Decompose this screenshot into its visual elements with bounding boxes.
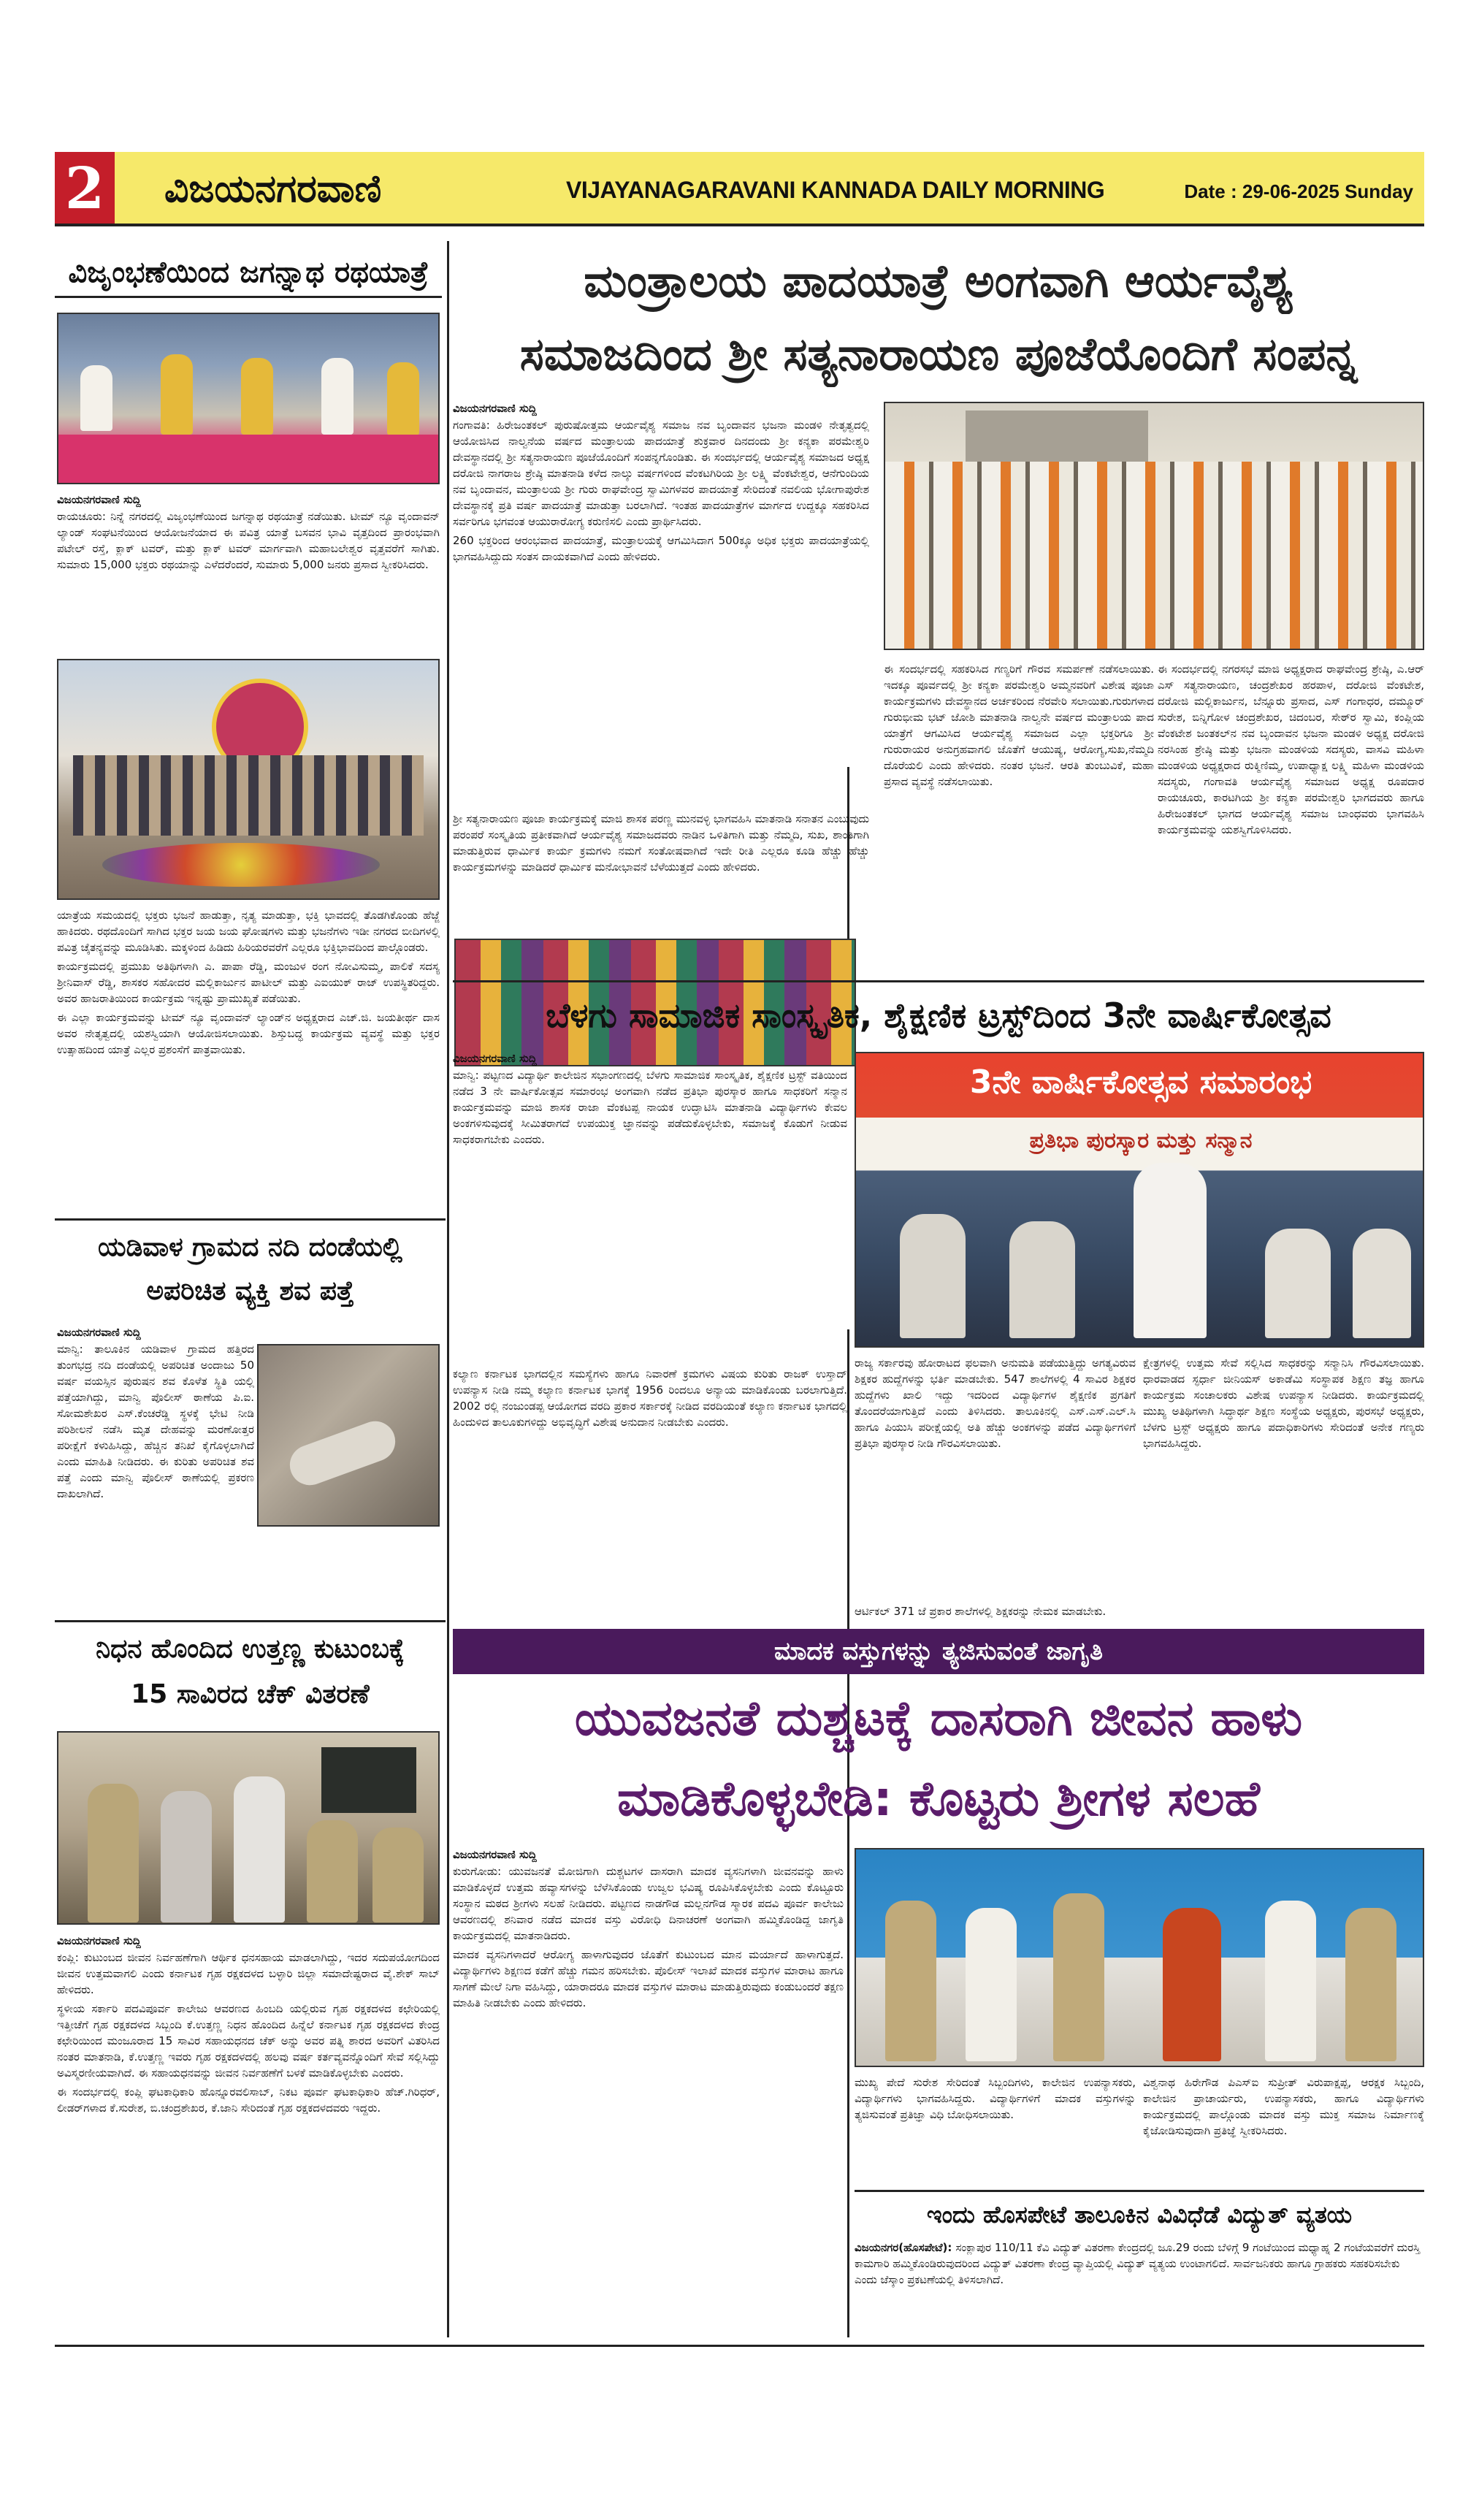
drugs-text-2 xyxy=(855,2074,1136,2184)
power-top-rule xyxy=(855,2190,1424,2192)
yadiwala-headline-2: ಅಪರಿಚಿತ ವ್ಯಕ್ತಿ ಶವ ಪತ್ತೆ xyxy=(146,1276,354,1306)
rathayatre-body-2: ಯಾತ್ರೆಯ ಸಮಯದಲ್ಲಿ ಭಕ್ತರು ಭಜನೆ ಹಾಡುತ್ತಾ, ನೃತ್ಯ ಮಾಡುತ್ತಾ, ಭಕ್ತಿ ಭಾವದಲ್ಲಿ ತೊಡಗಿಕೊಂಡು ಹೆಜ್ಜೆ ಹಾಕಿದರು. ರಥದೊಂದಿಗೆ ಸಾಗಿದ ಭಕ್ತರ ಜಯ ಜಯ ಘೋಷಗಳು ಮತ್ತು ಭಜನೆಗಳು ಇಡೀ ನಗರದ ಬೀದಿಗಳಲ್ಲಿ ಪವಿತ್ರ ಚೈತನ್ಯವನ್ನು ಮೂಡಿಸಿತು. ಮಕ್ಕಳಿಂದ ಹಿಡಿದು ಹಿರಿಯರವರೆಗೆ ಎಲ್ಲರೂ ಭಕ್ತಿಭಾವದಿಂದ ಪಾಲ್ಗೊಂಡರು. xyxy=(57,909,440,954)
yadiwala-body: ಮಾನ್ವಿ: ತಾಲೂಕಿನ ಯಡಿವಾಳ ಗ್ರಾಮದ ಹತ್ತಿರದ ತುಂಗಭದ್ರ ನದಿ ದಂಡೆಯಲ್ಲಿ ಅಪರಿಚಿತ ಅಂದಾಜು 50 ವರ್ಷ ವಯಸ್ಸಿನ ಪುರುಷನ ಶವ ಕೊಳೆತ ಸ್ಥಿತಿ ಯಲ್ಲಿ ಪತ್ತೆಯಾಗಿದ್ದು, ಮಾನ್ವಿ ಪೊಲೀಸ್ ಠಾಣೆಯ ಪಿ.ಐ. ಸೋಮಶೇಖರ ಎಸ್.ಕೆಂಚರೆಡ್ಡಿ ಸ್ಥಳಕ್ಕೆ ಭೇಟಿ ನೀಡಿ ಪರಿಶೀಲನೆ ನಡೆಸಿ ಮೃತ ದೇಹವನ್ನು ಮರಣೋತ್ತರ ಪರೀಕ್ಷೆಗೆ ಕಳುಹಿಸಿದ್ದು, ಹೆಚ್ಚಿನ ತನಿಖೆ ಕೈಗೊಳ್ಳಲಾಗಿದೆ ಎಂದು ಮಾಹಿತಿ ನೀಡಿದರು. ಈ ಕುರಿತು ಅಪರಿಚಿತ ಶವ ಪತ್ತೆ ಎಂದು ಮಾನ್ವಿ ಪೊಲೀಸ್ ಠಾಣೆಯಲ್ಲಿ ಪ್ರಕರಣ ದಾಖಲಾಗಿದೆ. xyxy=(57,1343,254,1500)
power-headline: ಇಂದು ಹೊಸಪೇಟೆ ತಾಲೂಕಿನ ವಿವಿಧೆಡೆ ವಿದ್ಯುತ್ ವ್ಯತಯ xyxy=(926,2201,1353,2229)
belagu-top-rule xyxy=(453,980,1424,982)
yadiwala-headline-1: ಯಡಿವಾಳ ಗ್ರಾಮದ ನದಿ ದಂಡೆಯಲ್ಲಿ xyxy=(98,1232,402,1262)
mantralaya-headline-2: ಸಮಾಜದಿಂದ ಶ್ರೀ ಸತ್ಯನಾರಾಯಣ ಪೂಜೆಯೊಂದಿಗೆ ಸಂಪನ್ನ xyxy=(519,327,1358,381)
rathayatre-headline: ವಿಜೃಂಭಣೆಯಿಂದ ಜಗನ್ನಾಥ ರಥಯಾತ್ರೆ xyxy=(55,247,442,298)
belagu-text-1 xyxy=(453,1052,847,1359)
belagu-body-2: ಕಲ್ಯಾಣ ಕರ್ನಾಟಕ ಭಾಗದಲ್ಲಿನ ಸಮಸ್ಯೆಗಳು ಹಾಗೂ ನಿವಾರಣೆ ಕ್ರಮಗಳು ವಿಷಯ ಕುರಿತು ರಾಜಕ್ ಉಸ್ತಾದ್ ಉಪನ್ಯಾಸ ನೀಡಿ ನಮ್ಮ ಕಲ್ಯಾಣ ಕರ್ನಾಟಕ ಭಾಗಕ್ಕೆ 1956 ರಿಂದಲೂ ಅನ್ಯಾಯ ಮಾಡಿಕೊಂಡು ಬರಲಾಗುತ್ತಿದೆ. 2002 ರಲ್ಲಿ ನಂಜುಂಡಪ್ಪ ಆಯೋಗದ ವರದಿ ಪ್ರಕಾರ ಸರ್ಕಾರಕ್ಕೆ ನೀಡಿದ ವರದಿಯಂತೆ ಕಲ್ಯಾಣ ಕರ್ನಾಟಕ ಭಾಗದಲ್ಲಿ ಹಿಂದುಳಿದ ತಾಲೂಕುಗಳಿದ್ದು ಅಭಿವೃದ್ಧಿಗೆ ವಿಶೇಷ ಅನುದಾನ ನೀಡಬೇಕು ಎಂದರು. xyxy=(453,1367,847,1429)
drugs-headline-1: ಯುವಜನತೆ ದುಶ್ಚಟಕ್ಕೆ ದಾಸರಾಗಿ ಜೀವನ ಹಾಳು xyxy=(574,1690,1303,1746)
rathayatre-body-4: ಈ ಎಲ್ಲಾ ಕಾರ್ಯಕ್ರಮವನ್ನು ಟೀಮ್ ನ್ಯೂ ವೃಂದಾವನ್ ಲ್ಯಾಂಡ್‌ನ ಅಧ್ಯಕ್ಷರಾದ ಎಚ್.ಜಿ. ಜಯತೀರ್ಥ ದಾಸ ಅವರ ನೇತೃತ್ವದಲ್ಲಿ ಯಶಸ್ವಿಯಾಗಿ ಆಯೋಜಿಸಲಾಯಿತು. ಶಿಸ್ತುಬದ್ಧ ಕಾರ್ಯಕ್ರಮ ವ್ಯವಸ್ಥೆ ಮತ್ತು ಭಕ್ತರ ಉತ್ಸಾಹದಿಂದ ಯಾತ್ರೆ ಎಲ್ಲರ ಪ್ರಶಂಸೆಗೆ ಪಾತ್ರವಾಯಿತು. xyxy=(57,1011,440,1056)
bottom-rule xyxy=(55,2345,1424,2347)
drugs-text-1 xyxy=(453,1848,844,2337)
belagu-body-1: ಮಾನ್ವಿ: ಪಟ್ಟಣದ ವಿದ್ಯಾರ್ಥಿ ಕಾಲೇಜಿನ ಸಭಾಂಗಣದಲ್ಲಿ ಬೆಳಗು ಸಾಮಾಜಿಕ ಸಾಂಸ್ಕೃತಿಕ, ಶೈಕ್ಷಣಿಕ ಟ್ರಸ್ಟ್ ವತಿಯಿಂದ ನಡೆದ 3 ನೇ ವಾರ್ಷಿಕೋತ್ಸವ ಸಮಾರಂಭ ಅಂಗವಾಗಿ ನಡೆದ ಪ್ರತಿಭಾ ಪುರಸ್ಕಾರ ಹಾಗೂ ಸಾಧಕರಿಗೆ ಸನ್ಮಾನ ಕಾರ್ಯಕ್ರಮವನ್ನು ಮಾಜಿ ಶಾಸಕ ರಾಜಾ ವೆಂಕಟಪ್ಪ ನಾಯಕ ಉದ್ಘಾಟಿಸಿ ಮಾತನಾಡಿ ವಿದ್ಯಾರ್ಥಿಗಳು ಕೇವಲ ಅಂಕಗಳಿಸುವುದಕ್ಕೆ ಸೀಮಿತರಾಗದೆ ಉಪಯುಕ್ತ ಜ್ಞಾನವನ್ನು ಪಡೆದುಕೊಳ್ಳಬೇಕು, ಸಮಾಜಕ್ಕೆ ಕೊಡುಗೆ ನೀಡುವ ಸಾಧಕರಾಗಬೇಕು ಎಂದರು. xyxy=(453,1069,847,1146)
drugs-kicker-band xyxy=(453,1629,1424,1674)
drugs-event-photo xyxy=(855,1848,1424,2067)
nidhana-text xyxy=(57,1934,440,2343)
belagu-text-3 xyxy=(855,1355,1136,1596)
drugs-kicker: ಮಾದಕ ವಸ್ತುಗಳನ್ನು ತ್ಯಜಿಸುವಂತೆ ಜಾಗೃತಿ xyxy=(774,1637,1103,1666)
nidhana-byline: ವಿಜಯನಗರವಾಣಿ ಸುದ್ದಿ xyxy=(57,1934,141,1947)
mantralaya-byline: ವಿಜಯನಗರವಾಣಿ ಸುದ್ದಿ xyxy=(453,402,537,415)
banner-title: 3ನೇ ವಾರ್ಷಿಕೋತ್ಸವ ಸಮಾರಂಭ xyxy=(969,1064,1312,1101)
power-text xyxy=(855,2240,1424,2340)
rathayatre-body-3: ಕಾರ್ಯಕ್ರಮದಲ್ಲಿ ಪ್ರಮುಖ ಅತಿಥಿಗಳಾಗಿ ಎ. ಪಾಪಾ ರೆಡ್ಡಿ, ಮಂಜುಳ ರಂಗ ನೋವಿಸುಮ್ಮ, ಪಾಲಿಕೆ ಸದಸ್ಯ ಶ್ರೀನಿವಾಸ್ ರೆಡ್ಡಿ, ಶಾಸಕರ ಸಹೋದರ ಮಲ್ಲಿಕಾರ್ಜುನ ಪಾಟೀಲ್ ಮತ್ತು ಎಐಯುಕ್ ರಾಜ್ ಉಪಸ್ಥಿತರಿದ್ದರು. ಅವರ ಹಾಜರಾತಿಯಿಂದ ಕಾರ್ಯಕ್ರಮ ಇನ್ನಷ್ಟು ಪ್ರಾಮುಖ್ಯತೆ ಪಡೆಯಿತು. xyxy=(57,960,440,1005)
nidhana-body-1: ಕಂಪ್ಲಿ: ಕುಟುಂಬದ ಜೀವನ ನಿರ್ವಹಣೆಗಾಗಿ ಆರ್ಥಿಕ ಧನಸಹಾಯ ಮಾಡಲಾಗಿದ್ದು, ಇದರ ಸದುಪಯೋಗದಿಂದ ಜೀವನ ಉತ್ತಮವಾಗಲಿ ಎಂದು ಕರ್ನಾಟಕ ಗೃಹ ರಕ್ಷಕದಳದ ಬಳ್ಳಾರಿ ಜಿಲ್ಲಾ ಸಮಾದೇಷ್ಟರಾದ ವೈ.ಶೇಕ್ ಸಾಬ್ ಹೇಳಿದರು. xyxy=(57,1951,440,1996)
drugs-body-1: ಕುರುಗೋಡು: ಯುವಜನತೆ ಮೋಜಿಗಾಗಿ ದುಶ್ಚಟಗಳ ದಾಸರಾಗಿ ಮಾದಕ ವ್ಯಸನಿಗಳಾಗಿ ಜೀವನವನ್ನು ಹಾಳು ಮಾಡಿಕೊಳ್ಳದೆ ಉತ್ತಮ ಹವ್ಯಾಸಗಳನ್ನು ಬೆಳೆಸಿಕೊಂಡು ಉಜ್ವಲ ಭವಿಷ್ಯ ರೂಪಿಸಿಕೊಳ್ಳಬೇಕು ಎಂದು ಕೊಟ್ಟೂರು ಸಂಸ್ಥಾನ ಮಠದ ಶ್ರೀಗಳು ಸಲಹೆ ನೀಡಿದರು. ಪಟ್ಟಣದ ನಾಡಗೌಡ ಮಲ್ಲನಗೌಡ ಸ್ಮಾರಕ ಪದವಿ ಪೂರ್ವ ಕಾಲೇಜು ಆವರಣದಲ್ಲಿ ಶನಿವಾರ ನಡೆದ ಮಾದಕ ವಸ್ತು ವಿರೋಧಿ ದಿನಾಚರಣೆ ಅಂಗವಾಗಿ ಹಮ್ಮಿಕೊಂಡಿದ್ದ ಜಾಗೃತಿ ಕಾರ್ಯಕ್ರಮದಲ್ಲಿ ಮಾತನಾಡಿದರು. xyxy=(453,1865,844,1942)
drugs-headline-2: ಮಾಡಿಕೊಳ್ಳಬೇಡಿ: ಕೊಟ್ಟರು ಶ್ರೀಗಳ ಸಲಹೆ xyxy=(617,1771,1260,1827)
belagu-body-4: ಆರ್ಟಿಕಲ್ 371 ಜೆ ಪ್ರಕಾರ ಶಾಲೆಗಳಲ್ಲಿ ಶಿಕ್ಷಕರನ್ನು ನೇಮಕ ಮಾಡಬೇಕು. xyxy=(855,1605,1107,1618)
mantralaya-body-5: ಈ ಸಂದರ್ಭದಲ್ಲಿ ನಗರಸಭೆ ಮಾಜಿ ಅಧ್ಯಕ್ಷರಾದ ರಾಘವೇಂದ್ರ ಶ್ರೇಷ್ಠಿ, ಎ.ಆರ್ ಎಸ್ ಸತ್ಯನಾರಾಯಣ, ಚಂದ್ರಶೇಖರ ಹರಪಾಳ, ದರೋಜಿ ವೆಂಕಟೇಶ, ದರೋಜಿ ಮಲ್ಲಿಕಾರ್ಜುನ, ಬೆನ್ನೂರು ಪ್ರಸಾದ, ಎಸ್ ಗಂಗಾಧರ, ದಮ್ಮೂರ್ ಸುರೇಶ, ಬಿನ್ನಿಗೋಳ ಚಂದ್ರಶೇಖರ, ಚಿದಂಬರ, ಸೇಠ್‌ರ ಸ್ವಾಮಿ, ಕಂಪ್ಲಿಯ ವೆಂಕಟೇಶ ಜಂತಕಲ್‌ನ ನವ ಬೃಂದಾವನ ಭಜನಾ ಮಂಡಳಿ ಅಧ್ಯಕ್ಷ ದರೋಜಿ ನರಸಿಂಹ ಶ್ರೇಷ್ಠಿ ಮತ್ತು ಭಜನಾ ಮಂಡಳಿಯ ಸದಸ್ಯರು, ವಾಸವಿ ಮಹಿಳಾ ಮಂಡಳಿಯ ಅಧ್ಯಕ್ಷರಾದ ರುಕ್ಮಿಣಿಮ್ಮ, ಉಪಾಧ್ಯಾಕ್ಷ ಲಕ್ಷ್ಮಿ ಮಹಿಳಾ ಮಂಡಳಿಯ ಸದಸ್ಯರು, ಗಂಗಾವತಿ ಆರ್ಯವೈಶ್ಯ ಸಮಾಜದ ಅಧ್ಯಕ್ಷ ರೂಪದಾರ ರಾಯಚೂರು, ಕಾರಟಗಿಯ ಶ್ರೀ ಕನ್ಯಕಾ ಪರಮೇಶ್ವರಿ ಭಾಗದವರು ಹಾಗೂ ಹಿರೇಜಂತಕಲ್ ಭಾಗದ ಆರ್ಯವೈಶ್ಯ ಸಮಾಜ ಬಾಂಧವರು ಭಾಗವಹಿಸಿ ಕಾರ್ಯಕ್ರಮವನ್ನು ಯಶಸ್ವಿಗೊಳಿಸಿದರು. xyxy=(1158,663,1424,836)
masthead xyxy=(55,152,1424,226)
banner-subtitle: ಪ್ರತಿಭಾ ಪುರಸ್ಕಾರ ಮತ್ತು ಸನ್ಮಾನ xyxy=(1029,1128,1253,1153)
belagu-body-3: ರಾಜ್ಯ ಸರ್ಕಾರವು ಹೋರಾಟದ ಫಲವಾಗಿ ಅನುಮತಿ ಪಡೆಯುತ್ತಿದ್ದು ಅಗತ್ಯವಿರುವ ಶಿಕ್ಷಕರ ಹುದ್ದೆಗಳನ್ನು ಭರ್ತಿ ಮಾಡಬೇಕು. 547 ಶಾಲೆಗಳಲ್ಲಿ 4 ಸಾವಿರ ಶಿಕ್ಷಕರ ಹುದ್ದೆಗಳು ಖಾಲಿ ಇದ್ದು ಇದರಿಂದ ವಿದ್ಯಾರ್ಥಿಗಳ ಶೈಕ್ಷಣಿಕ ಪ್ರಗತಿಗೆ ತೊಂದರೆಯಾಗುತ್ತಿದೆ ಎಂದು ತಿಳಿಸಿದರು. ತಾಲೂಕಿನಲ್ಲಿ ಎಸ್.ಎಸ್.ಎಲ್.ಸಿ ಹಾಗೂ ಪಿಯುಸಿ ಪರೀಕ್ಷೆಯಲ್ಲಿ ಅತಿ ಹೆಚ್ಚು ಅಂಕಗಳನ್ನು ಪಡೆದ ವಿದ್ಯಾರ್ಥಿಗಳಿಗೆ ಪ್ರತಿಭಾ ಪುರಸ್ಕಾರ ನೀಡಿ ಗೌರವಿಸಲಾಯಿತು. xyxy=(855,1356,1136,1450)
belagu-byline: ವಿಜಯನಗರವಾಣಿ ಸುದ್ದಿ xyxy=(453,1052,537,1065)
power-byline: ವಿಜಯನಗರ(ಹೊಸಪೇಟೆ): xyxy=(855,2241,952,2254)
page-number: 2 xyxy=(64,156,105,222)
drugs-byline: ವಿಜಯನಗರವಾಣಿ ಸುದ್ದಿ xyxy=(453,1848,537,1861)
mantralaya-body-4: ಈ ಸಂದರ್ಭದಲ್ಲಿ ಸಹಕರಿಸಿದ ಗಣ್ಯರಿಗೆ ಗೌರವ ಸಮರ್ಪಣೆ ನಡೆಸಲಾಯಿತು. ಇದಕ್ಕೂ ಪೂರ್ವದಲ್ಲಿ ಶ್ರೀ ಕನ್ಯಕಾ ಪರಮೇಶ್ವರಿ ಅಮ್ಮನವರಿಗೆ ವಿಶೇಷ ಪೂಜಾ ಕಾರ್ಯಕ್ರಮಗಳು ದೇವಸ್ಥಾನದ ಅರ್ಚಕರಿಂದ ನೆರವೇರಿ ಸಲಾಯಿತು.ಗುರುಗಳಾದ ಗುರುಭೀಮ ಭಟ್ ಜೋಶಿ ಮಾತನಾಡಿ ನಾಲ್ವನೇ ವರ್ಷದ ಮಂತ್ರಾಲಯ ಪಾದ ಯಾತ್ರೆಗೆ ಆಗಮಿಸಿದ ಆರ್ಯವೈಶ್ಯ ಸಮಾಜದ ಎಲ್ಲಾ ಭಕ್ತರಿಗೂ ಶ್ರೀ ಗುರುರಾಯರ ಅನುಗ್ರಹವಾಗಲಿ ಜೊತೆಗೆ ಆಯುಷ್ಯ, ಆರೋಗ್ಯ,ಸುಖ,ನೆಮ್ಮದಿ ದೊರೆಯಲಿ ಎಂದು ಹೇಳಿದರು. ನಂತರ ಭಜನೆ. ಆರತಿ ತುಂಬುವಿಕೆ, ಮಹಾ ಪ್ರಸಾದ ವ್ಯವಸ್ಥೆ ನಡೆಸಲಾಯಿತು. xyxy=(884,663,1154,788)
masthead-name-kannada: ವಿಜಯನಗರವಾಣಿ xyxy=(164,167,382,211)
mantralaya-text-3 xyxy=(884,661,1154,975)
mantralaya-group-photo xyxy=(884,402,1424,650)
drugs-body-4: ವಿಶ್ವನಾಥ ಹಿರೇಗೌಡ ಪಿಎಸ್‌ಐ ಸುಪ್ರೀತ್ ವಿರುಪಾಕ್ಷಪ್ಪ, ಆರಕ್ಷಕ ಸಿಬ್ಬಂದಿ, ಕಾಲೇಜಿನ ಪ್ರಾಚಾರ್ಯರು, ಉಪನ್ಯಾಸಕರು, ಹಾಗೂ ವಿದ್ಯಾರ್ಥಿಗಳು ಕಾರ್ಯಕ್ರಮದಲ್ಲಿ ಪಾಲ್ಗೊಂಡು ಮಾದಕ ವಸ್ತು ಮುಕ್ತ ಸಮಾಜ ನಿರ್ಮಾಣಕ್ಕೆ ಕೈಜೋಡಿಸುವುದಾಗಿ ಪ್ರತಿಜ್ಞೆ ಸ್ವೀಕರಿಸಿದರು. xyxy=(1143,2076,1424,2137)
rathayatre-stage-photo xyxy=(57,313,440,484)
nidhana-top-rule xyxy=(55,1620,446,1622)
page-number-box xyxy=(55,152,115,226)
mantralaya-text-2 xyxy=(453,811,869,935)
rathayatre-procession-photo xyxy=(57,659,440,900)
belagu-headline: ಬೆಳಗು ಸಾಮಾಜಿಕ ಸಾಂಸ್ಕೃತಿಕ, ಶೈಕ್ಷಣಿಕ ಟ್ರಸ್ಟ್‌ದಿಂದ 3ನೇ ವಾರ್ಷಿಕೋತ್ಸವ xyxy=(546,996,1331,1035)
mantralaya-body-3: ಶ್ರೀ ಸತ್ಯನಾರಾಯಣ ಪೂಜಾ ಕಾರ್ಯಕ್ರಮಕ್ಕೆ ಮಾಜಿ ಶಾಸಕ ಪರಣ್ಣ ಮುನವಳ್ಳಿ ಭಾಗವಹಿಸಿ ಮಾತನಾಡಿ ಸನಾತನ ಎಂಬುವುದು ಪರಂಪರೆ ಸಂಸ್ಕೃತಿಯ ಪ್ರತೀಕವಾಗಿದೆ ಆರ್ಯವೈಶ್ಯ ಸಮಾಜದವರು ನಾಡಿನ ಒಳಿತಿಗಾಗಿ ಮತ್ತು ನೆಮ್ಮದಿ, ಸುಖ, ಶಾಂತಿಗಾಗಿ ಮಾಡುತ್ತಿರುವ ಧಾರ್ಮಿಕ ಕಾರ್ಯ ಕ್ರಮಗಳು ನಮಗೆ ಸಂತೋಷವಾಗಿದೆ ಇದೇ ರೀತಿ ಎಲ್ಲರೂ ಕೂಡಿ ಹೆಚ್ಚು ಹೆಚ್ಚು ಕಾರ್ಯಕ್ರಮಗಳನ್ನು ಮಾಡಿದರೆ ಧಾರ್ಮಿಕ ಮನೋಭಾವನೆ ಬೆಳೆಯುತ್ತದೆ ಎಂದು ಹೇಳಿದರು. xyxy=(453,812,869,874)
mantralaya-text-1 xyxy=(453,402,869,811)
rathayatre-text-2 xyxy=(57,907,440,1214)
mantralaya-headline-1: ಮಂತ್ರಾಲಯ ಪಾದಯಾತ್ರೆ ಅಂಗವಾಗಿ ಆರ್ಯವೈಶ್ಯ xyxy=(584,254,1293,308)
masthead-name-english: VIJAYANAGARAVANI KANNADA DAILY MORNING xyxy=(566,177,1105,203)
belagu-body-5: ಕ್ಷೇತ್ರಗಳಲ್ಲಿ ಉತ್ತಮ ಸೇವೆ ಸಲ್ಲಿಸಿದ ಸಾಧಕರನ್ನು ಸನ್ಮಾನಿಸಿ ಗೌರವಿಸಲಾಯಿತು. ಧಾರವಾಡದ ಸ್ಫರ್ಧಾ ಜೀನಿಯಸ್ ಅಕಾಡೆಮಿ ಸಂಸ್ಥಾಪಕ ಶಿಕ್ಷಣ ತಜ್ಞ ಹಾಗೂ ಕಾರ್ಯಕ್ರಮ ಸಂಚಾಲಕರು ವಿಶೇಷ ಉಪನ್ಯಾಸ ನೀಡಿದರು. ಕಾರ್ಯಕ್ರಮದಲ್ಲಿ ಮುಖ್ಯ ಅತಿಥಿಗಳಾಗಿ ಸಿದ್ಧಾರ್ಥ ಶಿಕ್ಷಣ ಸಂಸ್ಥೆಯ ಅಧ್ಯಕ್ಷರು, ಪುರಸಭೆ ಅಧ್ಯಕ್ಷರು, ಬೆಳಗು ಟ್ರಸ್ಟ್ ಅಧ್ಯಕ್ಷರು ಹಾಗೂ ಪದಾಧಿಕಾರಿಗಳು ಸೇರಿದಂತೆ ಅನೇಕ ಗಣ್ಯರು ಭಾಗವಹಿಸಿದ್ದರು. xyxy=(1143,1356,1424,1450)
drugs-body-2: ಮಾದಕ ವ್ಯಸನಿಗಳಾದರೆ ಆರೋಗ್ಯ ಹಾಳಾಗುವುದರ ಜೊತೆಗೆ ಕುಟುಂಬದ ಮಾನ ಮರ್ಯಾದೆ ಹಾಳಾಗುತ್ತದೆ. ವಿದ್ಯಾರ್ಥಿಗಳು ಶಿಕ್ಷಣದ ಕಡೆಗೆ ಹೆಚ್ಚು ಗಮನ ಹರಿಸಬೇಕು. ಪೊಲೀಸ್ ಇಲಾಖೆ ಮಾದಕ ವಸ್ತುಗಳ ಮಾರಾಟ ಹಾಗೂ ಸಾಗಣೆ ಮೇಲೆ ನಿಗಾ ವಹಿಸಿದ್ದು, ಯಾರಾದರೂ ಮಾದಕ ವಸ್ತುಗಳ ಮಾರಾಟ ಮಾಡುತ್ತಿರುವುದು ಕಂಡುಬಂದರೆ ತಕ್ಷಣ ಮಾಹಿತಿ ನೀಡಬೇಕು ಎಂದು ಹೇಳಿದರು. xyxy=(453,1948,844,2009)
power-body: ಸಂಕ್ಲಾಪುರ 110/11 ಕೆವಿ ವಿದ್ಯುತ್ ವಿತರಣಾ ಕೇಂದ್ರದಲ್ಲಿ ಜೂ.29 ರಂದು ಬೆಳಿಗ್ಗೆ 9 ಗಂಟೆಯಿಂದ ಮಧ್ಯಾಹ್ನ 2 ಗಂಟೆಯವರೆಗೆ ದುರಸ್ತಿ ಕಾಮಗಾರಿ ಹಮ್ಮಿಕೊಂಡಿರುವುದರಿಂದ ವಿದ್ಯುತ್ ವಿತರಣಾ ಕೇಂದ್ರ ವ್ಯಾಪ್ತಿಯಲ್ಲಿ ವಿದ್ಯುತ್ ವ್ಯತ್ಯಯ ಉಂಟಾಗಲಿದೆ. ಸಾರ್ವಜನಿಕರು ಹಾಗೂ ಗ್ರಾಹಕರು ಸಹಕರಿಸಬೇಕು ಎಂದು ಜೆಸ್ಕಾಂ ಪ್ರಕಟಣೆಯಲ್ಲಿ ತಿಳಿಸಲಾಗಿದೆ. xyxy=(855,2241,1421,2286)
nidhana-photo xyxy=(57,1731,440,1925)
nidhana-body-3: ಈ ಸಂದರ್ಭದಲ್ಲಿ ಕಂಪ್ಲಿ ಘಟಕಾಧಿಕಾರಿ ಹೊನ್ನೂರವಲಿಸಾಬ್, ನಿಕಟ ಪೂರ್ವ ಘಟಕಾಧಿಕಾರಿ ಹೆಚ್.ಗಿರಿಧರ್, ಲೀಡರ್‌ಗಳಾದ ಕೆ.ಸುರೇಶ, ಬಿ.ಚಂದ್ರಶೇಖರ, ಕೆ.ಜಾನಿ ಸೇರಿದಂತೆ ಗೃಹ ರಕ್ಷಕದಳದವರು ಇದ್ದರು. xyxy=(57,2085,440,2115)
drugs-text-3 xyxy=(1143,2074,1424,2184)
rathayatre-body-1: ರಾಯಚೂರು: ನಿನ್ನೆ ನಗರದಲ್ಲಿ ವಿಜೃಂಭಣೆಯಿಂದ ಜಗನ್ನಾಥ ರಥಯಾತ್ರೆ ನಡೆಯಿತು. ಟೀಮ್ ನ್ಯೂ ವೃಂದಾವನ್ ಲ್ಯಾಂಡ್ ಸಂಘಟನೆಯಿಂದ ಆಯೋಜನೆಯಾದ ಈ ಪವಿತ್ರ ಯಾತ್ರೆ ಬಸವನ ಭಾವಿ ವೃತ್ತದಿಂದ ಪ್ರಾರಂಭವಾಗಿ ಪಟೇಲ್ ರಸ್ತೆ, ಕ್ಲಾಕ್ ಟವರ್, ಮತ್ತು ಕ್ಲಾಕ್ ಟವರ್ ಮಾರ್ಗವಾಗಿ ಮಹಾಬಲೇಶ್ವರ ವೃತ್ತವರೆಗೆ ಸಾಗಿತು. ಸುಮಾರು 15,000 ಭಕ್ತರು ರಥಯಾನ್ನು ಎಳೆದರೆಂದರೆ, ಸುಮಾರು 5,000 ಜನರು ಪ್ರಸಾದ ಸ್ವೀಕರಿಸಿದರು. xyxy=(57,510,440,571)
belagu-text-5 xyxy=(1143,1355,1424,1625)
belagu-text-2 xyxy=(453,1366,847,1607)
rathayatre-byline: ವಿಜಯನಗರವಾಣಿ ಸುದ್ದಿ xyxy=(57,493,141,506)
column-rule-left xyxy=(447,241,449,2337)
drugs-body-3: ಮುಖ್ಯ ಪೇದೆ ಸುರೇಶ ಸೇರಿದಂತೆ ಸಿಬ್ಬಂದಿಗಳು, ಕಾಲೇಜಿನ ಉಪನ್ಯಾಸಕರು, ವಿದ್ಯಾರ್ಥಿಗಳು ಭಾಗವಹಿಸಿದ್ದರು. ವಿದ್ಯಾರ್ಥಿಗಳಿಗೆ ಮಾದಕ ವಸ್ತುಗಳನ್ನು ತ್ಯಜಿಸುವಂತೆ ಪ್ರತಿಜ್ಞಾ ವಿಧಿ ಬೋಧಿಸಲಾಯಿತು. xyxy=(855,2076,1136,2121)
belagu-text-4 xyxy=(855,1603,1136,1622)
nidhana-headline-2: 15 ಸಾವಿರದ ಚೆಕ್ ವಿತರಣೆ xyxy=(131,1679,370,1709)
mantralaya-body-1: ಗಂಗಾವತಿ: ಹಿರೇಜಂತಕಲ್ ಪುರುಷೋತ್ತಮ ಆರ್ಯವೈಶ್ಯ ಸಮಾಜ ನವ ಬೃಂದಾವನ ಭಜನಾ ಮಂಡಳಿ ನೇತೃತ್ವದಲ್ಲಿ ಆಯೋಜಿಸಿದ ನಾಲ್ವನೆಯ ವರ್ಷದ ಮಂತ್ರಾಲಯ ಪಾದಯಾತ್ರೆ ಶುಕ್ರವಾರ ದಿನದಂದು ಶ್ರೀ ಕನ್ಯಕಾ ಪರಮೇಶ್ವರಿ ದೇವಸ್ಥಾನದಲ್ಲಿ ಶ್ರೀ ಸತ್ಯನಾರಾಯಣ ಪೂಜೆಯೊಂದಿಗೆ ಸಂಪನ್ನಗೊಂಡಿತು. ಈ ಸಂದರ್ಭದಲ್ಲಿ ಆರ್ಯವೈಶ್ಯ ಸಮಾಜದ ಅಧ್ಯಕ್ಷ ದರೋಜಿ ನಾಗರಾಜ ಶ್ರೇಷ್ಠಿ ಮಾತನಾಡಿ ಕಳೆದ ನಾಲ್ಕು ವರ್ಷಗಳಿಂದ ವೆಂಕಟಗಿರಿಯ ಶ್ರೀ ಲಕ್ಷ್ಮಿ ವೆಂಕಟೇಶ್ವರ, ಆನೆಗುಂದಿಯ ನವ ಬೃಂದಾವನ, ಮಂತ್ರಾಲಯ ಶ್ರೀ ಗುರು ರಾಘವೇಂದ್ರ ಸ್ವಾಮಿಗಳವರ ಪಾದಯಾತ್ರೆ ಸೇರಿದಂತೆ ನವಲಿಯ ಭೋಗಾಪುರೇಶ ದೇವಸ್ಥಾನಕ್ಕೆ ಪ್ರತಿ ವರ್ಷ ಪಾದಯಾತ್ರೆ ಮಾಡುತ್ತಾ ಬರಲಾಗಿದೆ. ಇಂತಹ ಪಾದಯಾತ್ರೆಗಳ ಮಾರ್ಗದ ಉದ್ದಕ್ಕೂ ಸಹಕರಿಸಿದ ಸರ್ವರಿಗೂ ಭಗವಂತ ಆಯುರಾರೋಗ್ಯ ಕರುಣಿಸಲಿ ಎಂದು ಪ್ರಾರ್ಥಿಸಿದರು. xyxy=(453,419,869,528)
yadiwala-text xyxy=(57,1326,254,1618)
nidhana-headline-1: ನಿಧನ ಹೊಂದಿದ ಉತ್ತಣ್ಣ ಕುಟುಂಬಕ್ಕೆ xyxy=(96,1634,405,1664)
belagu-stage-photo xyxy=(855,1052,1424,1348)
mantralaya-text-4 xyxy=(1158,661,1424,975)
yadiwala-photo xyxy=(257,1344,440,1527)
yadiwala-top-rule xyxy=(55,1218,446,1221)
rathayatre-text-1 xyxy=(57,493,440,654)
nidhana-body-2: ಸ್ಥಳೀಯ ಸರ್ಕಾರಿ ಪದವಿಪೂರ್ವ ಕಾಲೇಜು ಆವರಣದ ಹಿಂಬದಿ ಯಲ್ಲಿರುವ ಗೃಹ ರಕ್ಷಕದಳದ ಕಛೇರಿಯಲ್ಲಿ ಇತ್ತೀಚೆಗೆ ಗೃಹ ರಕ್ಷಕದಳದ ಸಿಬ್ಬಂದಿ ಕೆ.ಉತ್ತಣ್ಣ ನಿಧನ ಹೊಂದಿದ ಹಿನ್ನೆಲೆ ಕರ್ನಾಟಕ ಗೃಹ ರಕ್ಷಕದಳದ ಕೇಂದ್ರ ಕಛೇರಿಯಿಂದ ಮಂಜೂರಾದ 15 ಸಾವಿರ ಸಹಾಯಧನದ ಚೆಕ್ ಅನ್ನು ಅವರ ಪತ್ನಿ ಶಾರದ ಅವರಿಗೆ ವಿತರಿಸಿದ ನಂತರ ಮಾತನಾಡಿ, ಕೆ.ಉತ್ತಣ್ಣ ಇವರು ಗೃಹ ರಕ್ಷಕದಳದಲ್ಲಿ ಹಲವು ವರ್ಷ ಕರ್ತವ್ಯವನ್ನೊಂದಿಗೆ ಸೇವೆ ಸಲ್ಲಿಸಿದ್ದು ಅವಿಸ್ಮರಣೀಯವಾಗಿದೆ. ಈ ಸಹಾಯಧನವನ್ನು ಜೀವನ ನಿರ್ವಹಣೆಗೆ ಬಳಕೆ ಮಾಡಿಕೊಳ್ಳಬೇಕು ಎಂದರು. xyxy=(57,2002,440,2080)
mantralaya-body-2: 260 ಭಕ್ತರಿಂದ ಆರಂಭವಾದ ಪಾದಯಾತ್ರೆ, ಮಂತ್ರಾಲಯಕ್ಕೆ ಆಗಮಿಸಿದಾಗ 500ಕ್ಕೂ ಅಧಿಕ ಭಕ್ತರು ಪಾದಯಾತ್ರೆಯಲ್ಲಿ ಭಾಗವಹಿಸಿದ್ದುದು ಸಂತಸ ದಾಯಕವಾಗಿದೆ ಎಂದು ಹೇಳಿದರು. xyxy=(453,534,869,563)
masthead-date: Date : 29-06-2025 Sunday xyxy=(1184,180,1413,202)
yadiwala-byline: ವಿಜಯನಗರವಾಣಿ ಸುದ್ದಿ xyxy=(57,1326,141,1339)
